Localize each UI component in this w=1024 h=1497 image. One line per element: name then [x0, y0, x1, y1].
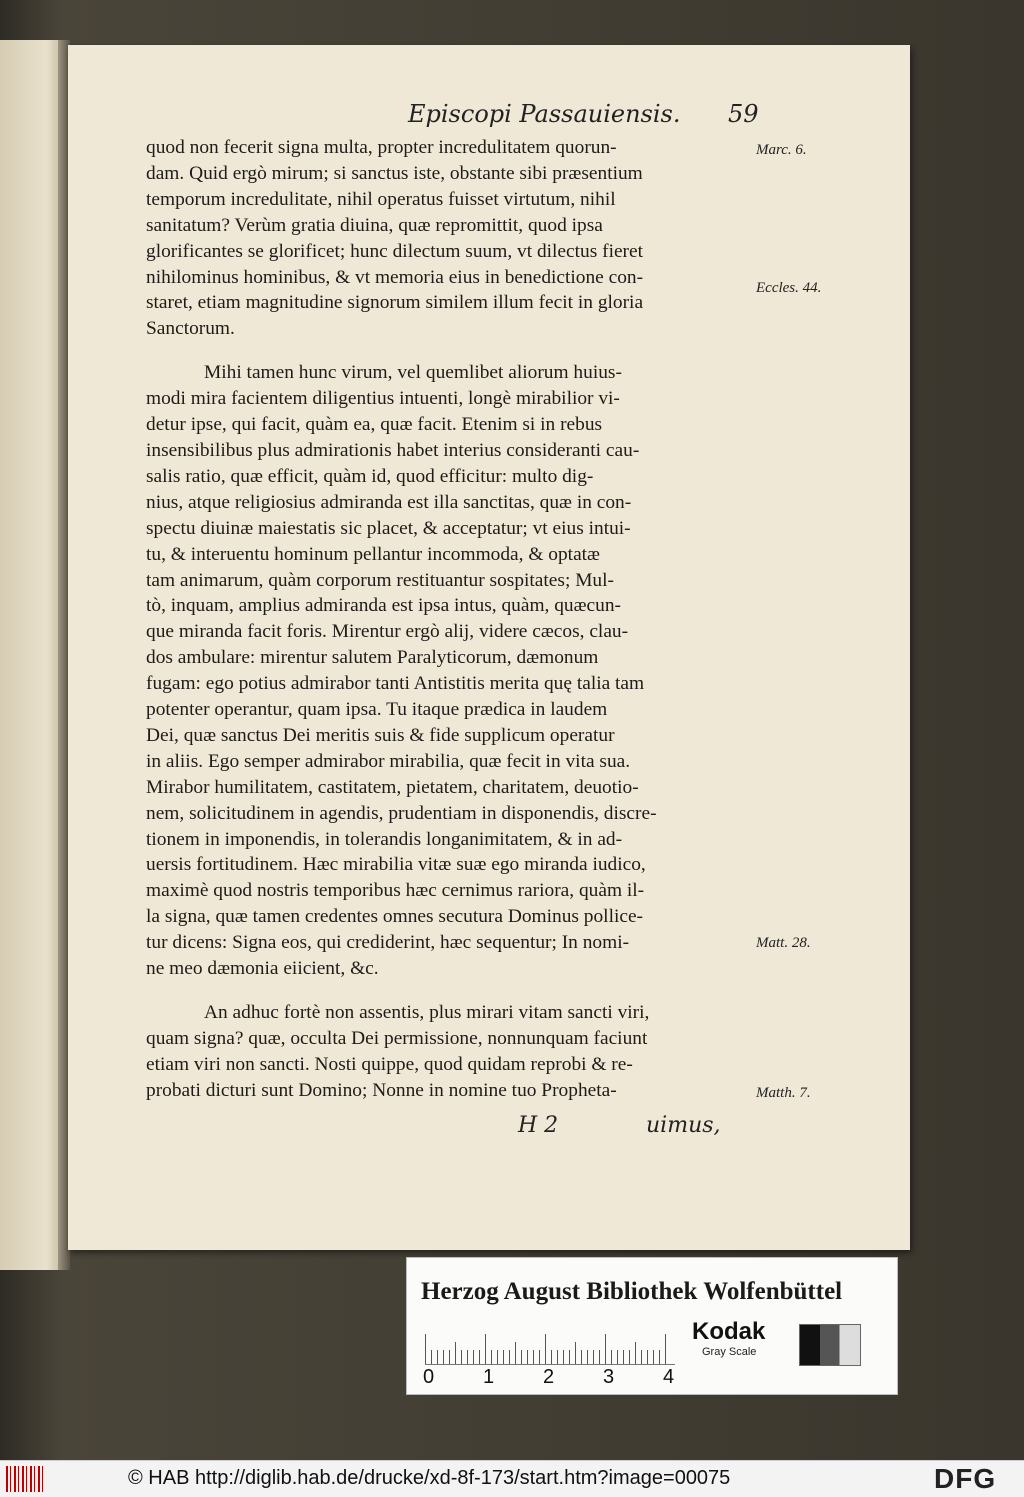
ruler-number-4: 4 — [663, 1366, 675, 1388]
library-name: Herzog August Bibliothek Wolfenbüttel — [421, 1278, 843, 1305]
color-target-card — [406, 1257, 898, 1395]
margin-note-eccles: Eccles. 44. — [756, 280, 822, 296]
ruler-tick — [647, 1350, 648, 1364]
margin-note-matth: Matth. 7. — [756, 1085, 811, 1101]
ruler-tick — [557, 1350, 558, 1364]
ruler-tick — [449, 1350, 450, 1364]
ruler-tick — [491, 1350, 492, 1364]
ruler-tick — [629, 1350, 630, 1364]
catchline — [518, 1113, 818, 1143]
signature-mark: H 2 — [518, 1113, 559, 1138]
ruler-number-1: 1 — [483, 1366, 495, 1388]
ruler-number-3: 3 — [603, 1366, 615, 1388]
paragraph-3: An adhuc fortè non assentis, plus mirari vitam sancti viri, quam signa? quæ, occulta Dei permissione, nonnunquam faciunt etiam viri non sancti. Nosti quippe, quod quidam reprobi & re- probati dicturi sunt Domino; Nonne in nomine tuo Propheta- — [146, 1002, 650, 1101]
ruler-tick — [503, 1350, 504, 1364]
ruler-tick — [623, 1350, 624, 1364]
footer-bar — [0, 1460, 1024, 1497]
ruler-tick — [635, 1342, 636, 1364]
ruler-tick — [665, 1334, 666, 1364]
body-text — [146, 135, 756, 1122]
ruler-tick — [515, 1342, 516, 1364]
ruler-tick — [551, 1350, 552, 1364]
paragraph-1: quod non fecerit signa multa, propter incredulitatem quorun- dam. Quid ergò mirum; si sanctus iste, obstante sibi præsentium temporum incredulitate, nihil operatus fuisset virtutum, nihil sanitatum? Verùm gratia diuina, quæ repromittit, quod ipsa glorificantes se glorificet; hunc dilectum suum, vt dilectus fieret nihilominus hominibus, & vt memoria eius in benedictione con- staret, etiam magnitudine signorum similem illum fecit in gloria Sanctorum. — [146, 137, 644, 340]
ruler-tick — [479, 1350, 480, 1364]
ruler-tick — [509, 1350, 510, 1364]
ruler-tick — [569, 1350, 570, 1364]
ruler-tick — [593, 1350, 594, 1364]
ruler-tick — [641, 1350, 642, 1364]
footer-url[interactable]: © HAB http://diglib.hab.de/drucke/xd-8f-173/start.htm?image=00075 — [128, 1467, 731, 1489]
running-head-title: Episcopi Passauiensis. — [408, 100, 681, 128]
ruler-tick — [611, 1350, 612, 1364]
scale-ruler — [425, 1320, 675, 1365]
gray-scale-label: Gray Scale — [702, 1346, 757, 1358]
ruler-tick — [575, 1342, 576, 1364]
catchword: uimus, — [646, 1113, 721, 1138]
kodak-brand: Kodak — [692, 1318, 766, 1345]
book-page — [68, 45, 910, 1250]
ruler-tick — [443, 1350, 444, 1364]
ruler-tick — [587, 1350, 588, 1364]
ruler-tick — [563, 1350, 564, 1364]
ruler-tick — [467, 1350, 468, 1364]
ruler-tick — [617, 1350, 618, 1364]
ruler-tick — [581, 1350, 582, 1364]
ruler-tick — [605, 1334, 606, 1364]
ruler-tick — [425, 1334, 426, 1364]
ruler-tick — [653, 1350, 654, 1364]
paragraph-2: Mihi tamen hunc virum, vel quemlibet aliorum huius- modi mira facientem diligentius intuenti, longè mirabilior vi- detur ipse, qui facit, quàm ea, quæ facit. Etenim si in rebus insensibilibus plus admirationis habet interius consideranti cau- salis ratio, quæ efficit, quàm id, quod efficitur: multo dig- nius, atque religiosius admiranda est illa sanctitas, quæ in con- spectu diuinæ maiestatis sic placet, & acceptatur; vt eius intui- tu, & interuentu hominum pellantur incommoda, & optatæ tam animarum, quàm corporum restituantur sospitates; Mul- tò, inquam, amplius admiranda est ipsa intus, quàm, quæcun- que miranda facit foris. Mirentur ergò alij, videre cæcos, clau- dos ambulare: mirentur salutem Paralyticorum, dæmonum fugam: ego potius admirabor tanti Antistitis merita quę talia tam potenter operantur, quam ipsa. Tu itaque prædica in laudem Dei, quæ sanctus Dei meritis suis & fide supplicum operatur in aliis. Ego semper admirabor mirabilia, quæ fecit in vita sua. Mirabor humilitatem, castitatem, pietatem, charitatem, deuotio- nem, solicitudinem in agendis, prudentiam in disponendis, discre- tionem in imponendis, in tolerandis longanimitatem, & in ad- uersis fortitudinem. Hæc mirabilia vitæ suæ ego miranda iudico, maximè quod nostris temporibus hæc cernimus rariora, quàm il- la signa, quæ tamen credentes omnes secutura Dominus pollice- tur dicens: Signa eos, qui crediderint, hæc sequentur; In nomi- ne meo dæmonia eiicient, &c. — [146, 362, 657, 980]
ruler-tick — [431, 1350, 432, 1364]
ruler-number-0: 0 — [423, 1366, 435, 1388]
ruler-tick — [527, 1350, 528, 1364]
ruler-tick — [521, 1350, 522, 1364]
ruler-tick — [545, 1334, 546, 1364]
left-page-edge — [0, 40, 66, 1270]
ruler-tick — [455, 1342, 456, 1364]
ruler-tick — [659, 1350, 660, 1364]
ruler-tick — [533, 1350, 534, 1364]
ruler-tick — [599, 1350, 600, 1364]
margin-note-marc: Marc. 6. — [756, 142, 807, 158]
ruler-tick — [437, 1350, 438, 1364]
ruler-tick — [461, 1350, 462, 1364]
page-number: 59 — [728, 100, 759, 128]
barcode-icon — [6, 1466, 46, 1492]
ruler-number-2: 2 — [543, 1366, 555, 1388]
ruler-tick — [473, 1350, 474, 1364]
ruler-tick — [497, 1350, 498, 1364]
running-head — [348, 100, 828, 140]
margin-note-matt: Matt. 28. — [756, 935, 811, 951]
ruler-tick — [485, 1334, 486, 1364]
dfg-logo[interactable]: DFG — [934, 1463, 997, 1494]
gray-swatch — [799, 1324, 861, 1366]
ruler-tick — [539, 1350, 540, 1364]
